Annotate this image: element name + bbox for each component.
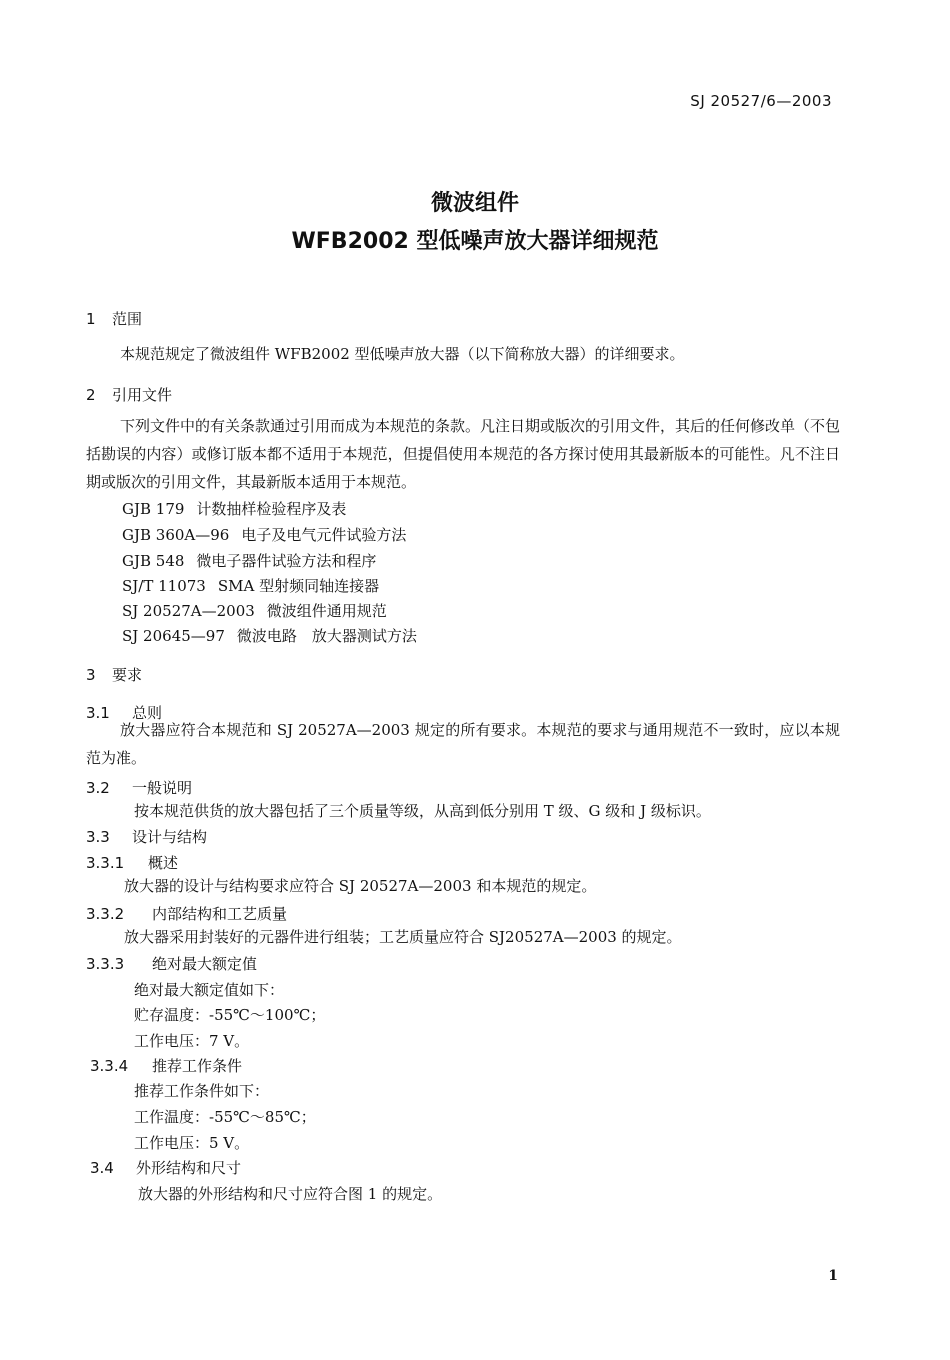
- reference-code: SJ 20527A—2003: [122, 602, 255, 620]
- section-3-3-2-text: 放大器采用封装好的元器件进行组装；工艺质量应符合 SJ20527A—2003 的规定。: [124, 928, 682, 946]
- section-title: 概述: [148, 854, 179, 872]
- section-title: 绝对最大额定值: [152, 955, 258, 973]
- reference-code: GJB 179: [122, 500, 185, 518]
- section-title: 内部结构和工艺质量: [152, 905, 288, 923]
- page-number: 1: [828, 1268, 838, 1284]
- section-number: 3.3.3: [86, 955, 125, 973]
- section-2-text: 下列文件中的有关条款通过引用而成为本规范的条款。凡注日期或版次的引用文件，其后的任何修改单（不包括勘误的内容）或修订版本都不适用于本规范，但提倡使用本规范的各方探讨使用其最新版本的可能性。凡不注日期或版次的引用文件，其最新版本适用于本规范。: [86, 417, 841, 491]
- reference-title: SMA 型射频同轴连接器: [217, 577, 380, 595]
- reference-item: [122, 550, 376, 571]
- section-3-2-heading: [86, 777, 192, 798]
- reference-item: [122, 625, 417, 646]
- reference-title: 微波电路 放大器测试方法: [236, 627, 417, 645]
- section-title: 要求: [112, 666, 143, 684]
- section-title: 外形结构和尺寸: [136, 1159, 242, 1177]
- condition-line: 工作温度：-55℃～85℃；: [134, 1108, 316, 1126]
- section-title: 设计与结构: [132, 828, 208, 846]
- section-3-2-text: 按本规范供货的放大器包括了三个质量等级，从高到低分别用 T 级、G 级和 J 级标识。: [134, 802, 711, 820]
- reference-title: 计数抽样检验程序及表: [196, 500, 347, 518]
- reference-code: SJ 20645—97: [122, 627, 225, 645]
- rating-line: 工作电压：7 V。: [134, 1032, 250, 1050]
- section-number: 3.3.1: [86, 854, 125, 872]
- section-3-3-heading: [86, 826, 207, 847]
- section-1-text: 本规范规定了微波组件 WFB2002 型低噪声放大器（以下简称放大器）的详细要求。: [120, 345, 685, 363]
- reference-title: 微电子器件试验方法和程序: [196, 552, 377, 570]
- section-title: 总则: [132, 704, 163, 722]
- reference-item: [122, 524, 406, 545]
- document-title-line1: 微波组件: [430, 191, 519, 216]
- section-3-4-text: 放大器的外形结构和尺寸应符合图 1 的规定。: [138, 1185, 443, 1203]
- reference-title: 微波组件通用规范: [266, 602, 387, 620]
- section-number: 3.1: [86, 704, 110, 722]
- rating-line: 贮存温度：-55℃～100℃；: [134, 1006, 326, 1024]
- standard-code: SJ 20527/6—2003: [690, 92, 832, 110]
- section-title: 一般说明: [132, 779, 193, 797]
- condition-line: 工作电压：5 V。: [134, 1134, 250, 1152]
- document-title-line2: WFB2002 型低噪声放大器详细规范: [291, 229, 659, 254]
- section-3-3-1-text: 放大器的设计与结构要求应符合 SJ 20527A—2003 和本规范的规定。: [124, 877, 597, 895]
- reference-item: [122, 498, 346, 519]
- section-3-3-1-heading: [86, 852, 178, 873]
- section-number: 3.4: [90, 1159, 114, 1177]
- reference-code: SJ/T 11073: [122, 577, 206, 595]
- reference-item: [122, 575, 379, 596]
- section-3-4-heading: [90, 1157, 241, 1178]
- reference-title: 电子及电气元件试验方法: [241, 526, 407, 544]
- section-number: 3.3: [86, 828, 110, 846]
- condition-line: 推荐工作条件如下：: [134, 1082, 270, 1100]
- rating-line: 绝对最大额定值如下：: [134, 981, 285, 999]
- section-3-heading: [86, 664, 142, 685]
- section-title: 范围: [112, 310, 143, 328]
- section-number: 3.3.2: [86, 905, 125, 923]
- section-number: 3.2: [86, 779, 110, 797]
- section-3-1-text: 放大器应符合本规范和 SJ 20527A—2003 规定的所有要求。本规范的要求与通用规范不一致时，应以本规范为准。: [86, 721, 840, 767]
- section-3-3-4-heading: [90, 1055, 242, 1076]
- section-title: 引用文件: [112, 386, 173, 404]
- section-1-heading: [86, 308, 142, 329]
- section-title: 推荐工作条件: [152, 1057, 243, 1075]
- section-number: 3: [86, 666, 96, 684]
- section-number: 2: [86, 386, 96, 404]
- section-3-3-3-heading: [86, 953, 257, 974]
- section-number: 1: [86, 310, 96, 328]
- reference-code: GJB 548: [122, 552, 185, 570]
- section-number: 3.3.4: [90, 1057, 129, 1075]
- section-2-heading: [86, 384, 172, 405]
- reference-item: [122, 600, 387, 621]
- reference-code: GJB 360A—96: [122, 526, 230, 544]
- section-3-3-2-heading: [86, 903, 287, 924]
